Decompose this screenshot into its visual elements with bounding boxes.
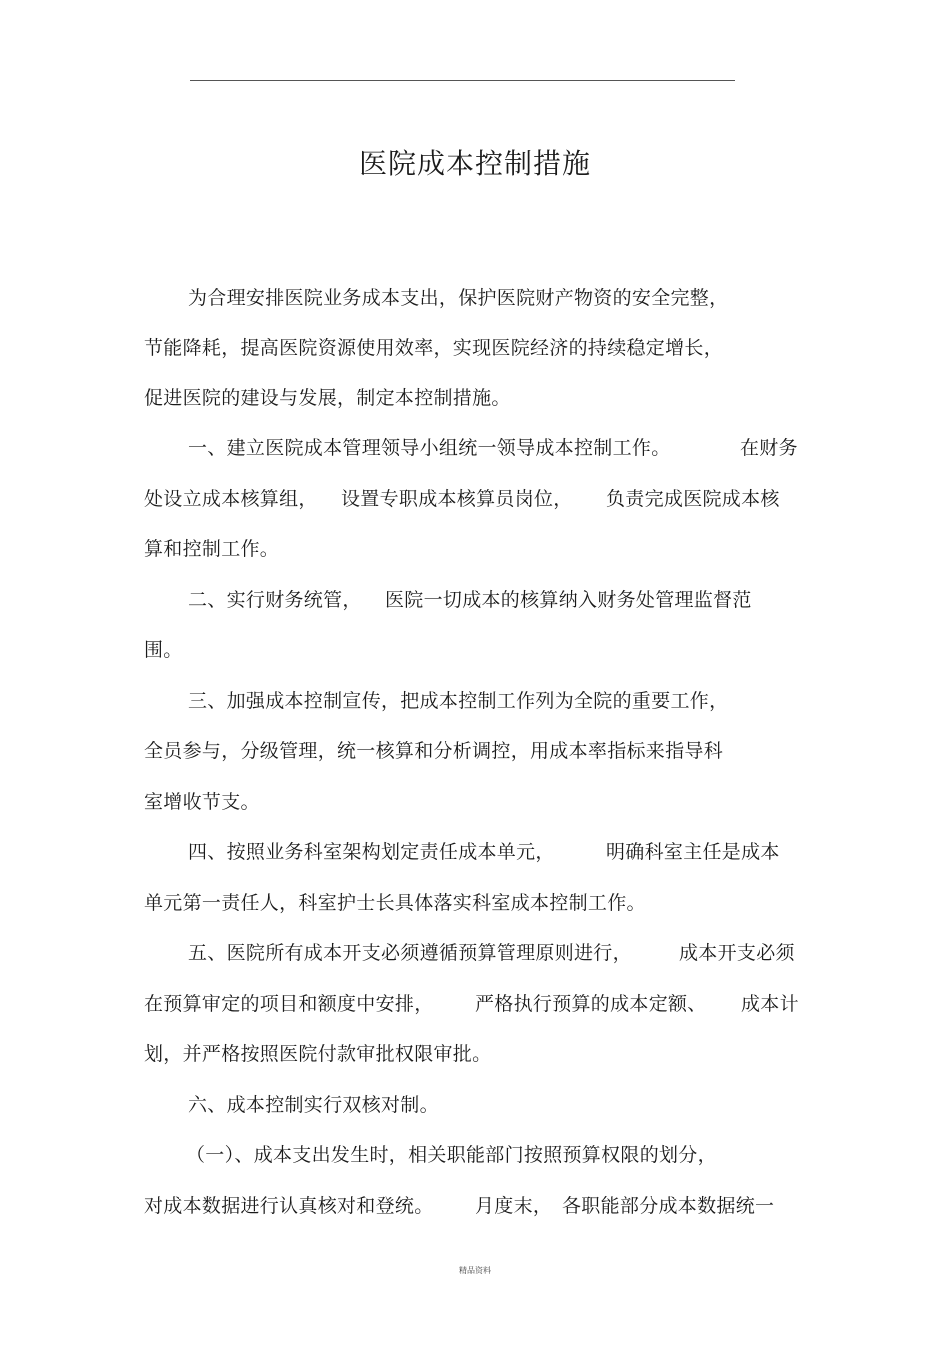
item1-line-2-text-b: 设置专职成本核算员岗位， — [341, 488, 573, 510]
item1-line-3: 算和控制工作。 — [144, 538, 280, 560]
intro-line-2: 节能降耗，提高医院资源使用效率，实现医院经济的持续稳定增长， — [144, 337, 724, 359]
intro-line-1: 为合理安排医院业务成本支出，保护医院财产物资的安全完整， — [188, 287, 729, 309]
item5-line-2 — [0, 991, 950, 1017]
item1-line-2 — [0, 486, 950, 512]
item4-line-1 — [0, 839, 950, 865]
footer-note: 精品资料 — [459, 1266, 491, 1275]
item2-line-2: 围。 — [144, 639, 183, 661]
item5-line-1-text-a: 五、医院所有成本开支必须遵循预算管理原则进行， — [188, 942, 632, 964]
item3-line-2: 全员参与，分级管理，统一核算和分析调控，用成本率指标来指导科 — [144, 740, 724, 762]
item5-line-1 — [0, 940, 950, 966]
item6-sub1-line-2 — [0, 1193, 950, 1219]
item4-line-1-text-a: 四、按照业务科室架构划定责任成本单元， — [188, 841, 555, 863]
item5-line-1-text-b: 成本开支必须 — [679, 942, 795, 964]
header-rule — [190, 80, 735, 81]
item1-line-1-text-a: 一、建立医院成本管理领导小组统一领导成本控制工作。 — [188, 437, 671, 459]
item5-line-2-text-c: 成本计 — [741, 993, 799, 1015]
item2-line-1-text-b: 医院一切成本的核算纳入财务处管理监督范 — [385, 589, 752, 611]
item6-sub1-line-1: （一）、成本支出发生时，相关职能部门按照预算权限的划分， — [186, 1144, 717, 1166]
item2-line-1-text-a: 二、实行财务统管， — [188, 589, 362, 611]
item3-line-1: 三、加强成本控制宣传，把成本控制工作列为全院的重要工作， — [188, 690, 729, 712]
item1-line-1-text-b: 在财务 — [740, 437, 798, 459]
item1-line-2-text-a: 处设立成本核算组， — [144, 488, 318, 510]
item6-sub1-line-2-text-a: 对成本数据进行认真核对和登统。 — [144, 1195, 434, 1217]
item1-line-2-text-c: 负责完成医院成本核 — [606, 488, 780, 510]
intro-line-3: 促进医院的建设与发展，制定本控制措施。 — [144, 387, 511, 409]
item6-sub1-line-2-text-c: 各职能部分成本数据统一 — [562, 1195, 775, 1217]
item1-line-1 — [0, 435, 950, 461]
item3-line-3: 室增收节支。 — [144, 791, 260, 813]
item5-line-2-text-a: 在预算审定的项目和额度中安排， — [144, 993, 434, 1015]
item6-line-1: 六、成本控制实行双核对制。 — [188, 1094, 439, 1116]
item2-line-1 — [0, 587, 950, 613]
item5-line-2-text-b: 严格执行预算的成本定额、 — [475, 993, 707, 1015]
page-title: 医院成本控制措施 — [358, 147, 591, 180]
item5-line-3: 划，并严格按照医院付款审批权限审批。 — [144, 1043, 492, 1065]
item6-sub1-line-2-text-b: 月度末， — [475, 1195, 553, 1217]
item4-line-2: 单元第一责任人，科室护士长具体落实科室成本控制工作。 — [144, 892, 646, 914]
item4-line-1-text-b: 明确科室主任是成本 — [606, 841, 780, 863]
